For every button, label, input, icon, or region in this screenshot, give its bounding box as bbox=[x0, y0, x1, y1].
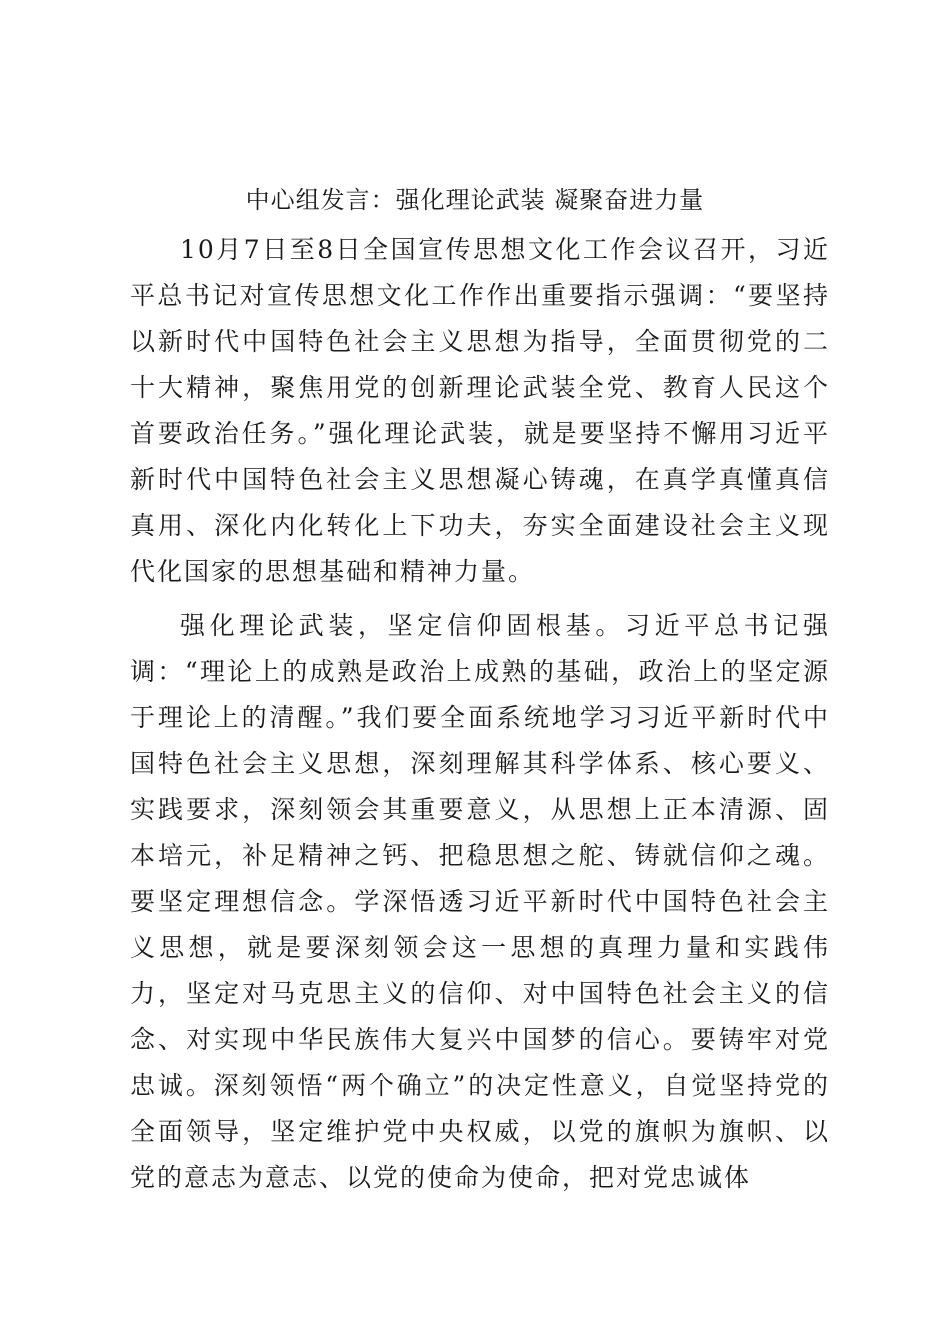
page-title: 中心组发言：强化理论武装 凝聚奋进力量 bbox=[245, 186, 705, 214]
document-body bbox=[130, 227, 830, 1201]
paragraph-1: 10月7日至8日全国宣传思想文化工作会议召开，习近平总书记对宣传思想文化工作作出重要指示强调：“要坚持以新时代中国特色社会主义思想为指导，全面贯彻党的二十大精神，聚焦用党的创新理论武装全党、教育人民这个首要政治任务。”强化理论武装，就是要坚持不懈用习近平新时代中国特色社会主义思想凝心铸魂，在真学真懂真信真用、深化内化转化上下功夫，夯实全面建设社会主义现代化国家的思想基础和精神力量。 bbox=[130, 235, 830, 586]
paragraph-2: 强化理论武装，坚定信仰固根基。习近平总书记强调：“理论上的成熟是政治上成熟的基础，政治上的坚定源于理论上的清醒。”我们要全面系统地学习习近平新时代中国特色社会主义思想，深刻理解其科学体系、核心要义、实践要求，深刻领会其重要意义，从思想上正本清源、固本培元，补足精神之钙、把稳思想之舵、铸就信仰之魂。要坚定理想信念。学深悟透习近平新时代中国特色社会主义思想，就是要深刻领会这一思想的真理力量和实践伟力，坚定对马克思主义的信仰、对中国特色社会主义的信念、对实现中华民族伟大复兴中国梦的信心。要铸牢对党忠诚。深刻领悟“两个确立”的决定性意义，自觉坚持党的全面领导，坚定维护党中央权威，以党的旗帜为旗帜、以党的意志为意志、以党的使命为使命，把对党忠诚体 bbox=[130, 611, 830, 1192]
